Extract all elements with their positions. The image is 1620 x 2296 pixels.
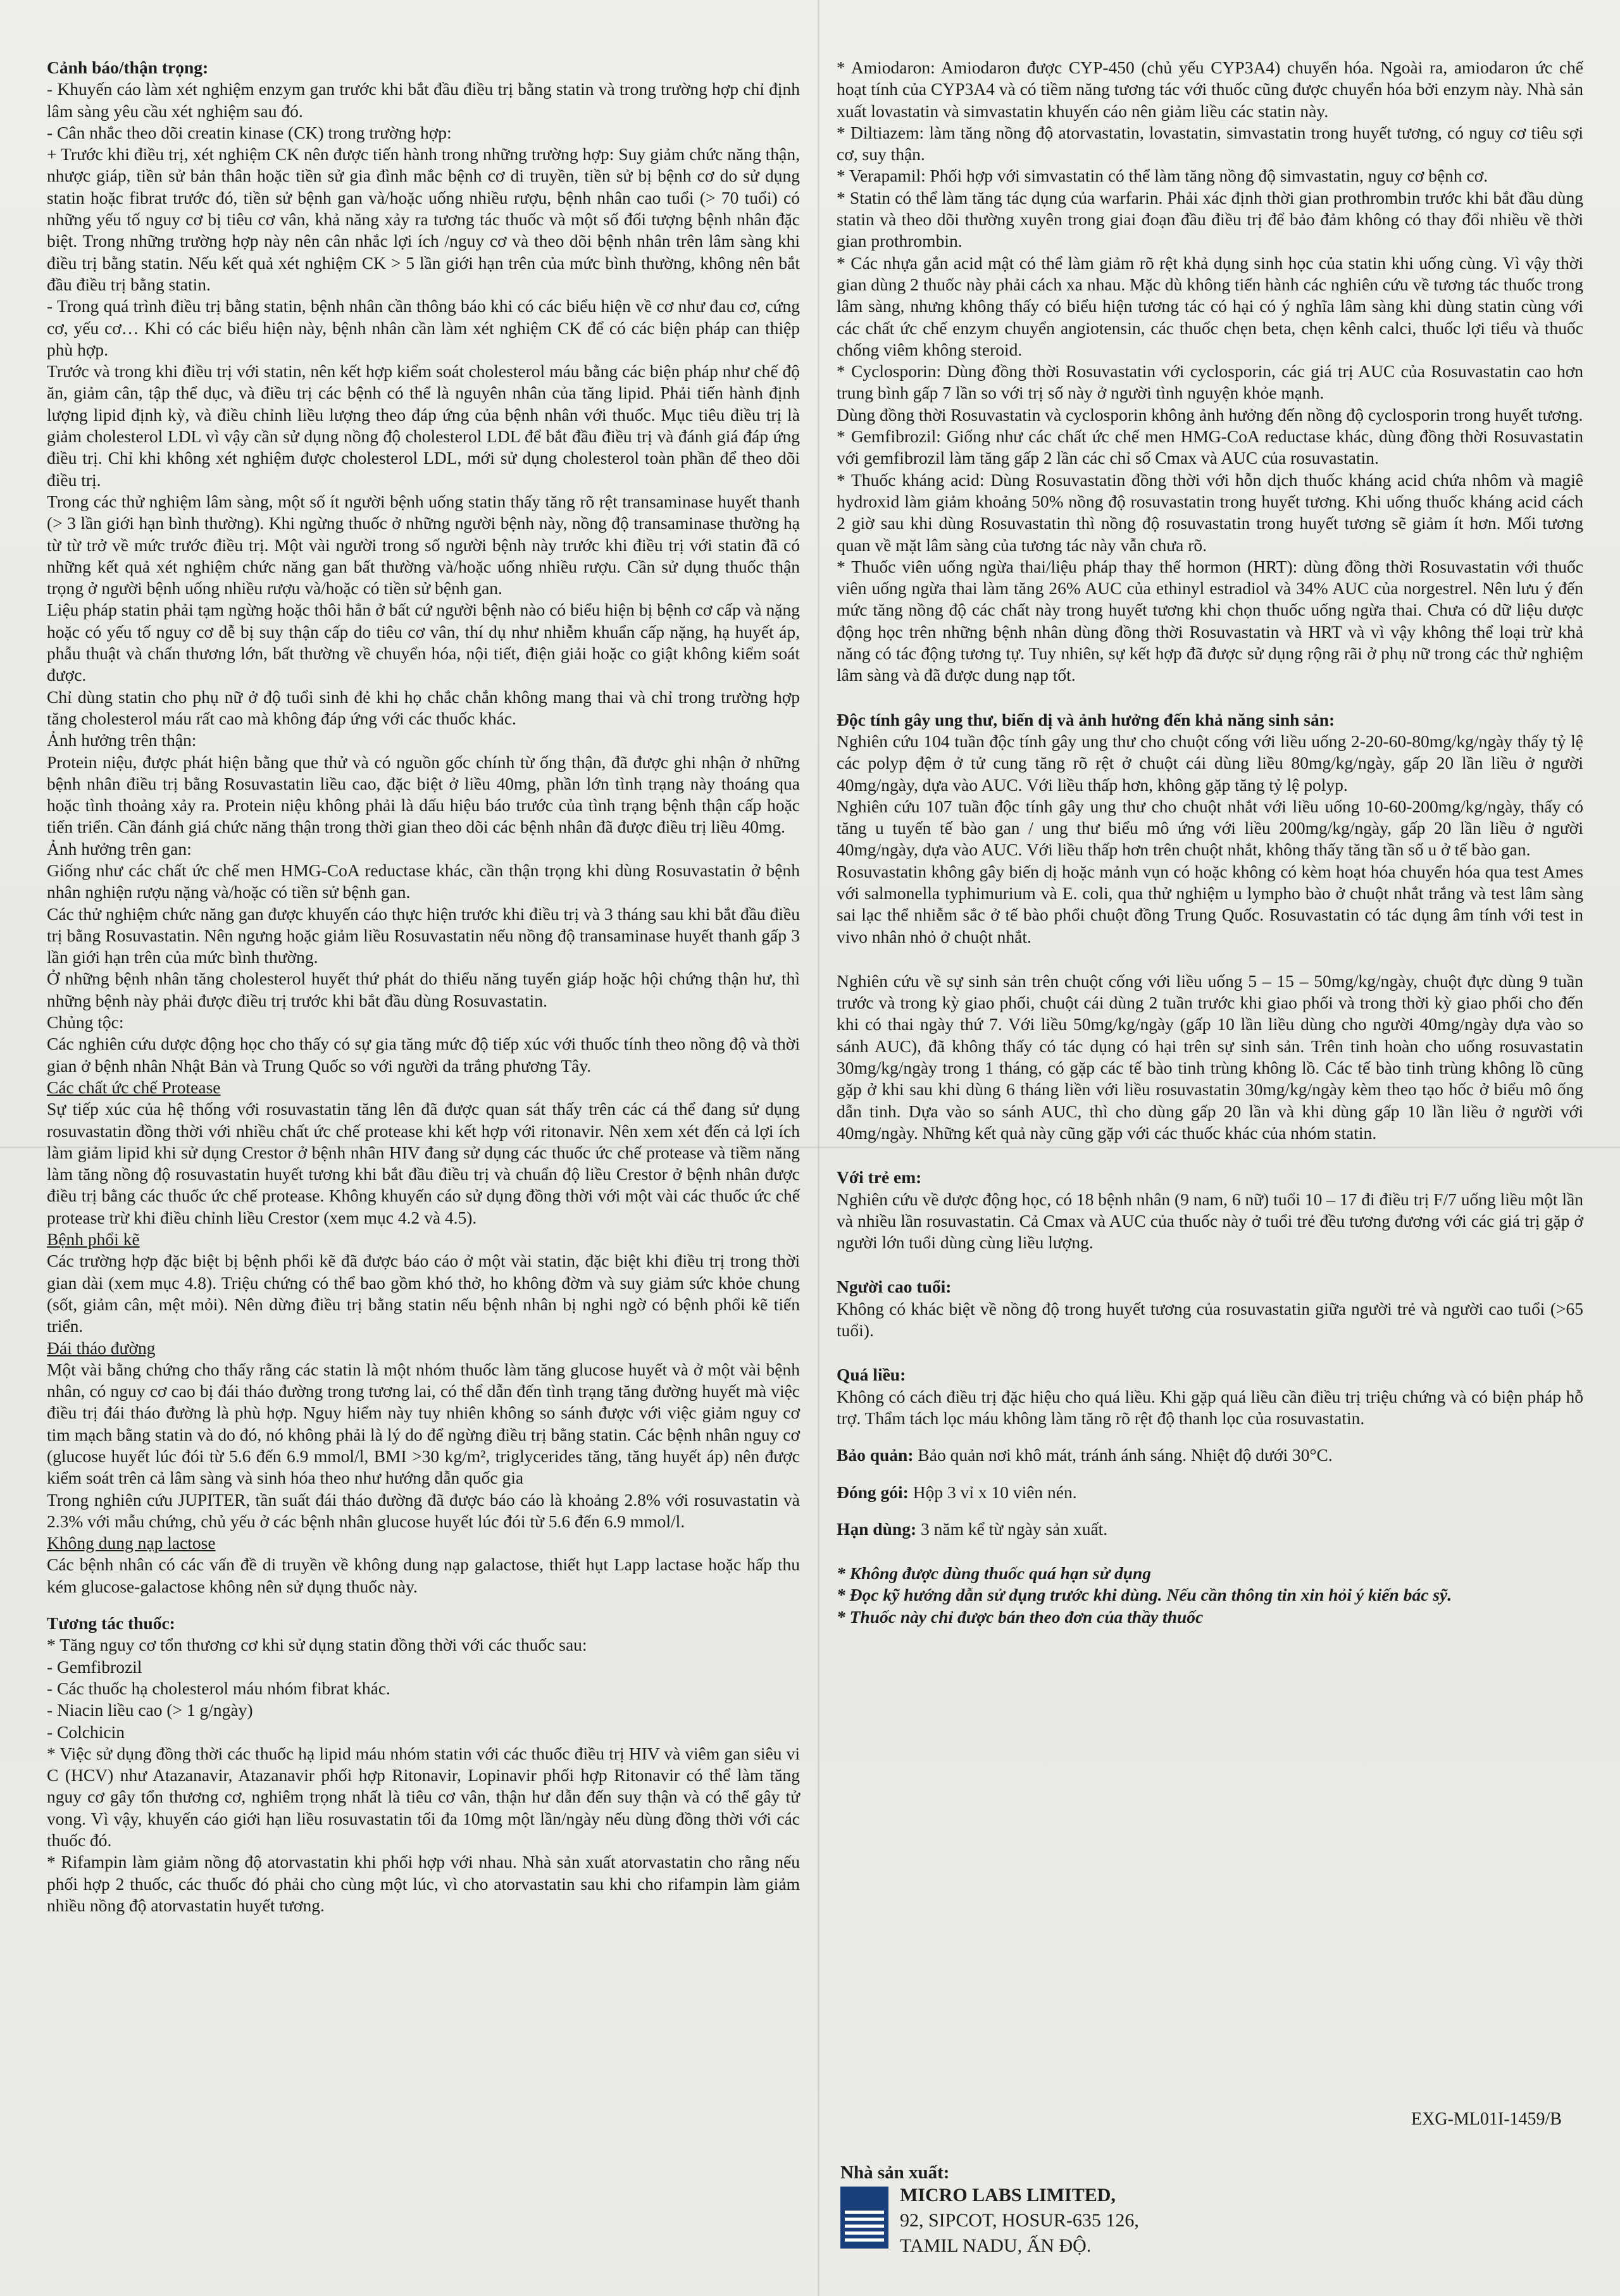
paragraph: Ở những bệnh nhân tăng cholesterol huyết thứ phát do thiểu năng tuyến giáp hoặc hội chứng thận hư, thì những bệnh này phải được điều trị trước khi bắt đầu dùng Rosuvastatin. — [47, 969, 800, 1010]
paragraph: * Diltiazem: làm tăng nồng độ atorvastatin, lovastatin, simvastatin trong huyết tương, có nguy cơ tiêu sợi cơ, suy thận. — [837, 122, 1583, 164]
paragraph: Các nghiên cứu dược động học cho thấy có sự gia tăng mức độ tiếp xúc với thuốc tính theo nồng độ và thời gian ở bệnh nhân Nhật Bản và Trung Quốc so với người da trắng phương Tây. — [47, 1034, 800, 1076]
list-item: - Colchicin — [47, 1722, 125, 1742]
paragraph: * Statin có thể làm tăng tác dụng của warfarin. Phải xác định thời gian prothrombin trước khi bắt đầu dùng statin và theo dõi thường xuyên trong giai đoạn đầu điều trị để bảo đảm không có thay đổi nhiều về thời gian prothrombin. — [837, 187, 1583, 251]
paragraph: Chỉ dùng statin cho phụ nữ ở độ tuổi sinh đẻ khi họ chắc chắn không mang thai và chỉ trong trường hợp tăng cholesterol máu rất cao mà không đáp ứng với các thuốc khác. — [47, 686, 800, 728]
document-code: EXG-ML01I-1459/B — [1411, 2109, 1562, 2129]
storage-line — [837, 1444, 1583, 1466]
company-name: MICRO LABS LIMITED, — [900, 2185, 1116, 2206]
list-item: - Các thuốc hạ cholesterol máu nhóm fibrat khác. — [47, 1678, 390, 1698]
paragraph: + Trước khi điều trị, xét nghiệm CK nên được tiến hành trong những trường hợp: Suy giảm chức năng thận, nhược giáp, tiền sử bản thân hoặc tiền sử gia đình mắc bệnh cơ di truyền, tiền sử bị bệnh cơ do sử dụng statin hoặc fibrat trước đó, tiền sử bệnh gan và/hoặc uống nhiều rượu, bệnh nhân cao tuổi (> 70 tuổi) có những yếu tố nguy cơ bị tiêu cơ vân, khả năng xảy ra tương tác thuốc và một số đối tượng bệnh nhân đặc biệt. Trong những trường hợp này nên cân nhắc lợi ích /nguy cơ và theo dõi bệnh nhân trên lâm sàng khi điều trị bằng statin. Nếu kết quả xét nghiệm CK > 5 lần giới hạn trên của mức bình thường, không nên bắt đầu điều trị bằng statin. — [47, 144, 800, 294]
subheading: Đái tháo đường — [47, 1337, 156, 1358]
subheading: Không dung nạp lactose — [47, 1533, 216, 1553]
paragraph: Giống như các chất ức chế men HMG-CoA reductase khác, cần thận trọng khi dùng Rosuvastatin ở bệnh nhân nghiện rượu nặng và/hoặc có tiền sử bệnh gan. — [47, 860, 800, 902]
paragraph: * Verapamil: Phối hợp với simvastatin có thể làm tăng nồng độ simvastatin, nguy cơ bệnh cơ. — [837, 166, 1488, 186]
paragraph: Trong nghiên cứu JUPITER, tần suất đái tháo đường đã được báo cáo là khoảng 2.8% với rosuvastatin và 2.3% với mẫu chứng, chủ yếu ở các bệnh nhân glucose huyết lúc đói từ 5.6 đến 6.9 mmol/l. — [47, 1489, 800, 1531]
manufacturer-address — [900, 2183, 1139, 2259]
list-item: - Niacin liều cao (> 1 g/ngày) — [47, 1700, 253, 1720]
paragraph: Protein niệu, được phát hiện bằng que thử và có nguồn gốc chính từ ống thận, đã được ghi nhận ở những bệnh nhân điều trị bằng Rosuvastatin liều cao, đặc biệt ở liều 40mg, phần lớn tình trạng này thoáng qua hoặc tình thoảng xảy ra. Protein niệu không phải là dấu hiệu báo trước của tình trạng bệnh thận cấp hoặc tiến triển. Cần đánh giá chức năng thận trong thời gian theo dõi các bệnh nhân đã được điều trị liều 40mg. — [47, 752, 800, 837]
subheading: Ảnh hưởng trên thận: — [47, 730, 197, 750]
section-heading: Với trẻ em: — [837, 1167, 922, 1188]
paragraph: Không có cách điều trị đặc hiệu cho quá liều. Khi gặp quá liều cần điều trị triệu chứng và có biện pháp hỗ trợ. Thẩm tách lọc máu không làm tăng rõ rệt độ thanh lọc của rosuvastatin. — [837, 1386, 1583, 1428]
paragraph: Trước và trong khi điều trị với statin, nên kết hợp kiểm soát cholesterol máu bằng các biện pháp như chế độ ăn, giảm cân, tập thể dục, và điều trị các bệnh có thể là nguyên nhân của tăng lipid. Phải tiến hành định lượng lipid định kỳ, và điều chỉnh liều lượng theo đáp ứng của bệnh nhân với thuốc. Mục tiêu điều trị là giảm cholesterol LDL vì vậy cần sử dụng nồng độ cholesterol LDL để bắt đầu điều trị và đánh giá đáp ứng điều trị. Chỉ khi không xét nghiệm được cholesterol LDL, mới sử dụng cholesterol toàn phần để theo dõi điều trị. — [47, 361, 800, 490]
paragraph: Nghiên cứu 107 tuần độc tính gây ung thư cho chuột nhắt với liều uống 10-60-200mg/kg/ngày, thấy có tăng u tuyến tế bào gan / ung thư biểu mô ứng với liều 200mg/kg/ngày, gấp 20 lần liều ở người 40mg/ngày, dựa vào AUC. Với liều thấp hơn trên chuột nhắt, không thấy tăng tần số u ở tế bào gan. — [837, 796, 1583, 860]
section-heading: Độc tính gây ung thư, biến dị và ảnh hưởng đến khả năng sinh sản: — [837, 709, 1335, 729]
packaging-text: Hộp 3 vỉ x 10 viên nén. — [908, 1482, 1077, 1502]
paragraph: Không có khác biệt về nồng độ trong huyết tương của rosuvastatin giữa người trẻ và người cao tuổi (>65 tuổi). — [837, 1298, 1583, 1341]
section-heading: Quá liều: — [837, 1365, 906, 1385]
paragraph: * Các nhựa gắn acid mật có thể làm giảm rõ rệt khả dụng sinh học của statin khi uống cùng. Vì vậy thời gian dùng 2 thuốc này phải cách xa nhau. Mặc dù không tiến hành các nghiên cứu về tương tác thuốc trong lâm sàng, nhưng không thấy có biểu hiện tương tác có hại có ý nghĩa lâm sàng khi dùng statin cùng với các chất ức chế enzym chuyển angiotensin, các thuốc chẹn beta, chẹn kênh calci, thuốc lợi tiểu và thuốc chống viêm không steroid. — [837, 252, 1583, 359]
paragraph: * Việc sử dụng đồng thời các thuốc hạ lipid máu nhóm statin với các thuốc điều trị HIV và viêm gan siêu vi C (HCV) như Atazanavir, Atazanavir phối hợp Ritonavir, Lopinavir phối hợp Ritonavir có thể làm tăng nguy cơ gây tổn thương cơ, nghiêm trọng nhất là tiêu cơ vân, thận hư dẫn đến suy thận và có thể gây tử vong. Vì vậy, khuyến cáo giới hạn liều rosuvastatin tối đa 10mg một lần/ngày nếu dùng đồng thời với các thuốc đó. — [47, 1743, 800, 1851]
list-item: - Gemfibrozil — [47, 1656, 142, 1677]
warning-note: * Thuốc này chỉ được bán theo đơn của thầy thuốc — [837, 1606, 1204, 1627]
paragraph: * Thuốc viên uống ngừa thai/liệu pháp thay thế hormon (HRT): dùng đồng thời Rosuvastatin với thuốc viên uống ngừa thai làm tăng 26% AUC của ethinyl estradiol và 34% AUC của norgestrel. Nên lưu ý đến mức tăng nồng độ các chất này trong huyết tương khi chọn thuốc uống ngừa thai. Chưa có dữ liệu dược động học trên những bệnh nhân dùng đồng thời Rosuvastatin và HRT và vì vậy không thể loại trừ khả năng có tác động tương tự. Tuy nhiên, sự kết hợp đã được sử dụng rộng rãi ở phụ nữ trong các thử nghiệm lâm sàng và đã được dung nạp tốt. — [837, 556, 1583, 685]
paragraph: Các bệnh nhân có các vấn đề di truyền về không dung nạp galactose, thiết hụt Lapp lactase hoặc hấp thu kém glucose-galactose không nên sử dụng thuốc này. — [47, 1554, 800, 1596]
expiry-text: 3 năm kể từ ngày sản xuất. — [916, 1518, 1108, 1539]
paragraph: Trong các thử nghiệm lâm sàng, một số ít người bệnh uống statin thấy tăng rõ rệt transaminase huyết thanh (> 3 lần giới hạn bình thường). Khi ngừng thuốc ở những người bệnh này, nồng độ transaminase thường hạ từ từ trở về mức trước điều trị. Một vài người trong số người bệnh này trước khi điều trị với statin đã có những kết quả xét nghiệm chức năng gan bất thường và/hoặc uống nhiều rượu. Cần sử dụng thuốc thận trọng ở người bệnh uống nhiều rượu và/hoặc có tiền sử bệnh gan. — [47, 491, 800, 599]
paragraph: Liệu pháp statin phải tạm ngừng hoặc thôi hẳn ở bất cứ người bệnh nào có biểu hiện bị bệnh cơ cấp và nặng hoặc có yếu tố nguy cơ dễ bị suy thận cấp do tiêu cơ vân, thí dụ như nhiễm khuẩn cấp nặng, hạ huyết áp, phẫu thuật và chấn thương lớn, bất thường về chuyển hóa, nội tiết, điện giải hoặc co giật không kiểm soát được. — [47, 600, 800, 685]
paragraph: - Trong quá trình điều trị bằng statin, bệnh nhân cần thông báo khi có các biểu hiện về cơ như đau cơ, cứng cơ, yếu cơ… Khi có các biểu hiện này, bệnh nhân cần làm xét nghiệm CK để có các biện pháp can thiệp phù hợp. — [47, 296, 800, 359]
paragraph: Một vài bằng chứng cho thấy rằng các statin là một nhóm thuốc làm tăng glucose huyết và ở một vài bệnh nhân, có nguy cơ cao bị đái tháo đường trong tương lai, có thể dẫn đến tình trạng tăng đường huyết mà việc điều trị đái tháo đường là phù hợp. Nguy hiểm này tuy nhiên không so sánh được với việc giảm nguy cơ tim mạch bằng statin và do đó, nó không phải là lý do để ngừng điều trị bằng statin. Các bệnh nhân nguy cơ (glucose huyết lúc đói từ 5.6 đến 6.9 mmol/l, BMI >30 kg/m², triglycerides tăng, tăng huyết áp) nên được kiểm soát trên cả lâm sàng và sinh hóa theo như hướng dẫn quốc gia — [47, 1359, 800, 1488]
section-heading: Cảnh báo/thận trọng: — [47, 58, 209, 77]
paragraph: * Cyclosporin: Dùng đồng thời Rosuvastatin với cyclosporin, các giá trị AUC của Rosuvastatin cao hơn trung bình gấp 7 lần so với trị số này ở người tình nguyện khỏe mạnh. — [837, 361, 1583, 403]
expiry-label: Hạn dùng: — [837, 1518, 917, 1539]
packaging-label: Đóng gói: — [837, 1482, 909, 1502]
manufacturer-label: Nhà sản xuất: — [840, 2163, 950, 2183]
manufacturer-block — [840, 2183, 1139, 2259]
micro-labs-logo-icon — [840, 2187, 888, 2249]
paragraph: Nghiên cứu về dược động học, có 18 bệnh nhân (9 nam, 6 nữ) tuổi 10 – 17 đi điều trị F/7 uống liều một lần và nhiều lần rosuvastatin. Cả Cmax và AUC của thuốc này ở tuổi trẻ đều tương đương với các giá trị gặp ở người lớn tuổi dùng cùng liều lượng. — [837, 1189, 1583, 1253]
paragraph: * Gemfibrozil: Giống như các chất ức chế men HMG-CoA reductase khác, dùng đồng thời Rosuvastatin với gemfibrozil làm tăng gấp 2 lần các chỉ số Cmax và AUC của rosuvastatin. — [837, 426, 1583, 468]
left-column — [47, 57, 800, 1916]
storage-label: Bảo quản: — [837, 1445, 914, 1465]
paragraph: * Rifampin làm giảm nồng độ atorvastatin khi phối hợp với nhau. Nhà sản xuất atorvastatin cho rằng nếu phối hợp 2 thuốc, các thuốc đó phải cho cùng một lúc, vì cho atorvastatin sau khi cho rifampin làm giảm nhiều nồng độ atorvastatin huyết tương. — [47, 1852, 800, 1915]
expiry-line — [837, 1518, 1583, 1540]
storage-text: Bảo quản nơi khô mát, tránh ánh sáng. Nhiệt độ dưới 30°C. — [913, 1445, 1333, 1465]
paragraph: Các thử nghiệm chức năng gan được khuyến cáo thực hiện trước khi điều trị và 3 tháng sau khi bắt đầu điều trị bằng Rosuvastatin. Nên ngưng hoặc giảm liều Rosuvastatin nếu nồng độ transaminase huyết thanh gấp 3 lần giới hạn trên của mức bình thường. — [47, 903, 800, 967]
paragraph: Nghiên cứu về sự sinh sản trên chuột cống với liều uống 5 – 15 – 50mg/kg/ngày, chuột đực dùng 9 tuần trước và trong kỳ giao phối, chuột cái dùng 2 tuần trước khi giao phối và trong thời kỳ giao phối cho đến khi có thai ngày thứ 7. Với liều 50mg/kg/ngày (gấp 10 lần liều dùng cho người 40mg/ngày dựa vào so sánh AUC), đã không thấy có tác dụng có hại trên sự sinh sản. Trên tinh hoàn cho uống rosuvastatin 30mg/kg/ngày trong 1 tháng, có gặp các tế bào tinh trùng không lồ. Các tế bào tinh trùng không lồ cũng gặp ở khi sau khi dùng 6 tháng liền với liều rosuvastatin 30mg/kg/ngày kèm theo tạo hốc ở biểu mô ống dẫn tinh. Dựa vào so sánh AUC, thì cho dùng gấp 20 lần và khi dùng gấp 10 lần liều ở người với 40mg/ngày. Những kết quả này cũng gặp với các thuốc khác của nhóm statin. — [837, 971, 1583, 1143]
paragraph: Sự tiếp xúc của hệ thống với rosuvastatin tăng lên đã được quan sát thấy trên các cá thể đang sử dụng rosuvastatin đồng thời với nhiều chất ức chế protease khi kết hợp với ritonavir. Nên xem xét đến cả lợi ích làm giảm lipid khi sử dụng Crestor ở bệnh nhân HIV đang sử dụng các thuốc ức chế protease và tiềm năng làm tăng nồng độ rosuvastatin huyết tương khi bắt đầu điều trị và chuẩn độ liều Crestor ở bệnh nhân được điều trị bằng các thuốc ức chế protease. Không khuyến cáo sử dụng đồng thời với một vài các thuốc ức chế protease trừ khi điều chỉnh liều Crestor (xem mục 4.2 và 4.5). — [47, 1099, 800, 1227]
warning-note: * Đọc kỹ hướng dẫn sử dụng trước khi dùng. Nếu cần thông tin xin hỏi ý kiến bác sỹ. — [837, 1585, 1452, 1605]
paragraph: Các trường hợp đặc biệt bị bệnh phổi kẽ đã được báo cáo ở một vài statin, đặc biệt khi điều trị trong thời gian dài (xem mục 4.8). Triệu chứng có thể bao gồm khó thở, ho không đờm và suy giảm sức khỏe chung (sốt, giảm cân, mệt mỏi). Nên dừng điều trị bằng statin nếu bệnh nhân bị nghi ngờ có bệnh phổi kẽ tiến triển. — [47, 1251, 800, 1336]
warning-note: * Không được dùng thuốc quá hạn sử dụng — [837, 1563, 1152, 1584]
paragraph: * Thuốc kháng acid: Dùng Rosuvastatin đồng thời với hỗn dịch thuốc kháng acid chứa nhôm và magiê hydroxid làm giảm khoảng 50% nồng độ rosuvastatin trong huyết tương. Khi uống thuốc kháng acid cách 2 giờ sau khi dùng Rosuvastatin thì nồng độ rosuvastatin trong huyết tương sẽ giảm ít hơn. Mối tương quan về mặt lâm sàng của tương tác này vẫn chưa rõ. — [837, 469, 1583, 555]
subheading: Chủng tộc: — [47, 1012, 124, 1033]
paragraph: Dùng đồng thời Rosuvastatin và cyclosporin không ảnh hưởng đến nồng độ cyclosporin trong huyết tương. — [837, 404, 1583, 425]
paragraph: * Amiodaron: Amiodaron được CYP-450 (chủ yếu CYP3A4) chuyển hóa. Ngoài ra, amiodaron ức chế hoạt tính của CYP3A4 và có tiềm năng tương tác với thuốc cũng được chuyển hóa bởi enzym này. Nhà sản xuất lovastatin và simvastatin khuyến cáo nên giảm liều các statin này. — [837, 58, 1583, 121]
subheading: Các chất ức chế Protease — [47, 1077, 221, 1097]
paragraph: - Cân nhắc theo dõi creatin kinase (CK) trong trường hợp: — [47, 122, 452, 142]
address-line: 92, SIPCOT, HOSUR-635 126, — [900, 2210, 1139, 2231]
address-line: TAMIL NADU, ẤN ĐỘ. — [900, 2235, 1092, 2256]
subheading: Bệnh phổi kẽ — [47, 1229, 140, 1250]
paragraph: Nghiên cứu 104 tuần độc tính gây ung thư cho chuột cống với liều uống 2-20-60-80mg/kg/ngày thấy tỷ lệ các polyp đệm ở tử cung tăng rõ rệt ở chuột cái dùng liều 80mg/kg/ngày, gấp 20 lần liều ở người 40mg/ngày, dựa vào AUC. Với liều thấp hơn, không gặp tăng tỷ lệ polyp. — [837, 731, 1583, 795]
subheading: Ảnh hưởng trên gan: — [47, 838, 192, 859]
paragraph: * Tăng nguy cơ tổn thương cơ khi sử dụng statin đồng thời với các thuốc sau: — [47, 1635, 587, 1655]
paragraph: - Khuyến cáo làm xét nghiệm enzym gan trước khi bắt đầu điều trị bằng statin và trong trường hợp chỉ định lâm sàng yêu cầu xét nghiệm sau đó. — [47, 79, 800, 121]
right-column — [837, 57, 1583, 1628]
section-heading: Tương tác thuốc: — [47, 1613, 175, 1634]
packaging-line — [837, 1482, 1583, 1503]
paragraph: Rosuvastatin không gây biến dị hoặc mảnh vụn có hoặc không có kèm hoạt hóa chuyển hóa qua test Ames với salmonella typhimurium và E. coli, qua thử nghiệm u lympho bào ở chuột nhắt trắng và test lâm sàng sai lạc thể nhiễm sắc ở tế bào phổi chuột đồng Trung Quốc. Rosuvastatin có tác dụng âm tính với test in vivo nhân nhỏ ở chuột nhắt. — [837, 861, 1583, 946]
section-heading: Người cao tuổi: — [837, 1277, 952, 1297]
